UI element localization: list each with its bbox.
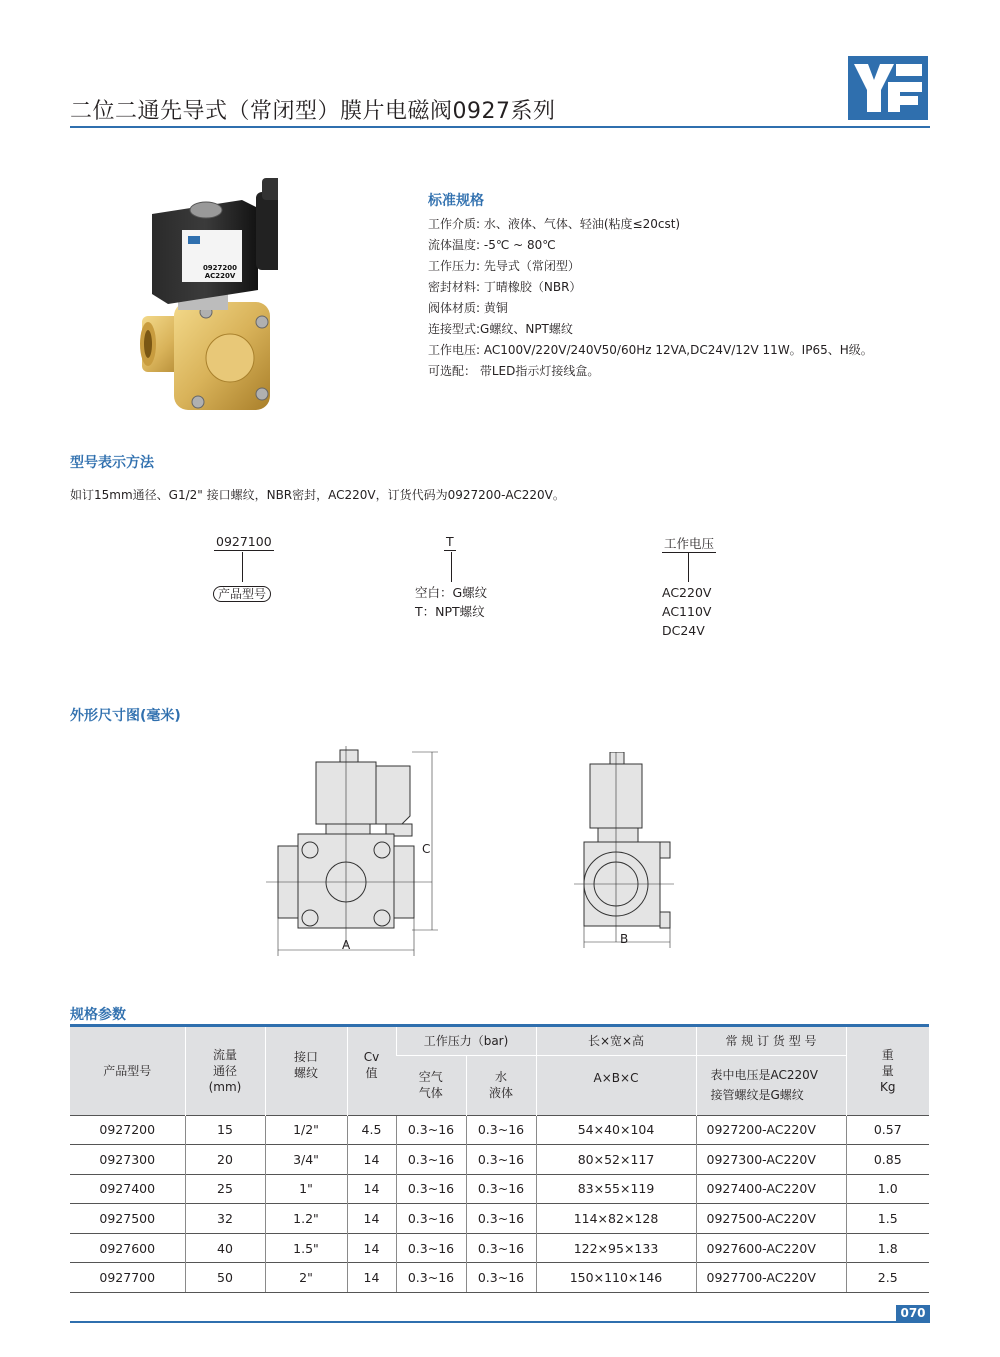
code-thread-value: T [446,534,454,549]
voltage-option: DC24V [662,623,705,638]
product-label-voltage: AC220V [204,272,236,280]
cell-weight: 1.0 [846,1174,929,1204]
footer-rule [70,1321,930,1323]
cell-port: 1.5" [265,1233,347,1263]
cell-model: 0927500 [70,1204,185,1234]
cell-order-code: 0927300-AC220V [696,1145,846,1175]
spec-heading: 标准规格 [428,193,484,209]
table-row [70,1174,929,1204]
cell-water-pressure: 0.3~16 [466,1115,536,1145]
code-model-label-pill [213,583,271,602]
table-row [70,1115,929,1145]
cell-air-pressure: 0.3~16 [396,1115,466,1145]
cell-order-code: 0927500-AC220V [696,1204,846,1234]
col-header-size: 长×宽×高 [536,1027,696,1055]
spec-item: 工作电压: AC100V/220V/240V50/60Hz 12VA,DC24V/12V 11W。IP65、H级。 [428,343,873,357]
col-header-pressure: 工作压力（bar) [396,1027,536,1055]
cell-model: 0927300 [70,1145,185,1175]
cell-order-code: 0927700-AC220V [696,1263,846,1293]
cell-cv: 14 [347,1204,396,1234]
cell-port: 2" [265,1263,347,1293]
table-row [70,1233,929,1263]
side-view-drawing [570,752,680,952]
cell-cv: 14 [347,1174,396,1204]
code-connector [242,552,243,582]
valve-product-image [138,172,278,412]
col-header-order: 常 规 订 货 型 号 [696,1027,846,1055]
cell-weight: 1.8 [846,1233,929,1263]
cell-water-pressure: 0.3~16 [466,1174,536,1204]
cell-cv: 14 [347,1263,396,1293]
cell-cv: 4.5 [347,1115,396,1145]
cell-weight: 0.57 [846,1115,929,1145]
cell-size: 150×110×146 [536,1263,696,1293]
code-voltage-value: 工作电压 [664,536,715,551]
dim-label-b: B [620,932,629,946]
thread-options [415,583,487,621]
cell-flow: 32 [185,1204,265,1234]
col-header-flow: 流量 通径 (mm) [185,1027,265,1115]
cell-port: 1.2" [265,1204,347,1234]
title-divider [70,126,930,128]
col-header-order-sub: 表中电压是AC220V 接管螺纹是G螺纹 [696,1055,846,1115]
col-header-cv: Cv 值 [347,1027,396,1115]
table-row [70,1263,929,1293]
table-row [70,1145,929,1175]
cell-port: 1" [265,1174,347,1204]
table-row [70,1204,929,1234]
cell-port: 1/2" [265,1115,347,1145]
spec-item: 连接型式:G螺纹、NPT螺纹 [428,322,573,336]
cell-size: 122×95×133 [536,1233,696,1263]
spec-item: 阀体材质: 黄铜 [428,301,508,315]
code-part-thread [444,534,456,549]
cell-weight: 2.5 [846,1263,929,1293]
cell-size: 54×40×104 [536,1115,696,1145]
cell-air-pressure: 0.3~16 [396,1145,466,1175]
cell-water-pressure: 0.3~16 [466,1233,536,1263]
col-header-size-sub: A×B×C [536,1055,696,1115]
col-header-water: 水 液体 [466,1055,536,1115]
cell-model: 0927700 [70,1263,185,1293]
col-header-port: 接口 螺纹 [265,1027,347,1115]
dim-label-a: A [342,938,351,952]
cell-cv: 14 [347,1233,396,1263]
cell-order-code: 0927200-AC220V [696,1115,846,1145]
col-header-model: 产品型号 [70,1027,185,1115]
cell-size: 80×52×117 [536,1145,696,1175]
cell-order-code: 0927400-AC220V [696,1174,846,1204]
spec-item: 密封材料: 丁晴橡胶（NBR） [428,280,582,294]
cell-model: 0927200 [70,1115,185,1145]
code-model-label: 产品型号 [213,586,271,602]
cell-water-pressure: 0.3~16 [466,1263,536,1293]
spec-item: 流体温度: -5℃ ~ 80℃ [428,238,556,252]
cell-flow: 50 [185,1263,265,1293]
cell-flow: 25 [185,1174,265,1204]
spec-table [70,1027,929,1293]
page-title: 二位二通先导式（常闭型）膜片电磁阀0927系列 [70,99,556,124]
cell-model: 0927600 [70,1233,185,1263]
order-example: 如订15mm通径、G1/2" 接口螺纹，NBR密封，AC220V，订货代码为0927200-AC220V。 [70,488,565,502]
cell-size: 83×55×119 [536,1174,696,1204]
spec-list [428,214,873,382]
voltage-option: AC220V [662,585,712,600]
brand-logo [848,56,928,120]
cell-port: 3/4" [265,1145,347,1175]
cell-water-pressure: 0.3~16 [466,1204,536,1234]
thread-option: 空白：G螺纹 [415,585,488,600]
cell-weight: 0.85 [846,1145,929,1175]
cell-flow: 20 [185,1145,265,1175]
cell-order-code: 0927600-AC220V [696,1233,846,1263]
dimension-heading: 外形尺寸图(毫米) [70,708,181,724]
thread-option: T：NPT螺纹 [415,604,485,619]
cell-cv: 14 [347,1145,396,1175]
cell-air-pressure: 0.3~16 [396,1204,466,1234]
dim-label-c: C [422,842,431,856]
cell-air-pressure: 0.3~16 [396,1263,466,1293]
code-connector [451,552,452,582]
cell-weight: 1.5 [846,1204,929,1234]
page-number: 070 [896,1305,930,1321]
spec-item: 工作压力: 先导式（常闭型） [428,259,580,273]
model-heading: 型号表示方法 [70,455,154,471]
cell-size: 114×82×128 [536,1204,696,1234]
code-part-model [214,534,274,549]
voltage-option: AC110V [662,604,712,619]
cell-flow: 15 [185,1115,265,1145]
col-header-weight: 重 量 Kg [846,1027,929,1115]
product-label-model: 0927200 [202,264,238,272]
cell-air-pressure: 0.3~16 [396,1233,466,1263]
params-heading: 规格参数 [70,1007,126,1023]
cell-flow: 40 [185,1233,265,1263]
cell-model: 0927400 [70,1174,185,1204]
col-header-air: 空气 气体 [396,1055,466,1115]
spec-item: 工作介质: 水、液体、气体、轻油(粘度≤20cst) [428,217,681,231]
cell-air-pressure: 0.3~16 [396,1174,466,1204]
code-connector [688,552,689,582]
code-model-value: 0927100 [216,534,272,549]
cell-water-pressure: 0.3~16 [466,1145,536,1175]
voltage-options [662,583,711,640]
front-view-drawing [262,746,452,956]
spec-item: 可选配： 带LED指示灯接线盒。 [428,364,600,378]
code-part-voltage [662,534,716,552]
